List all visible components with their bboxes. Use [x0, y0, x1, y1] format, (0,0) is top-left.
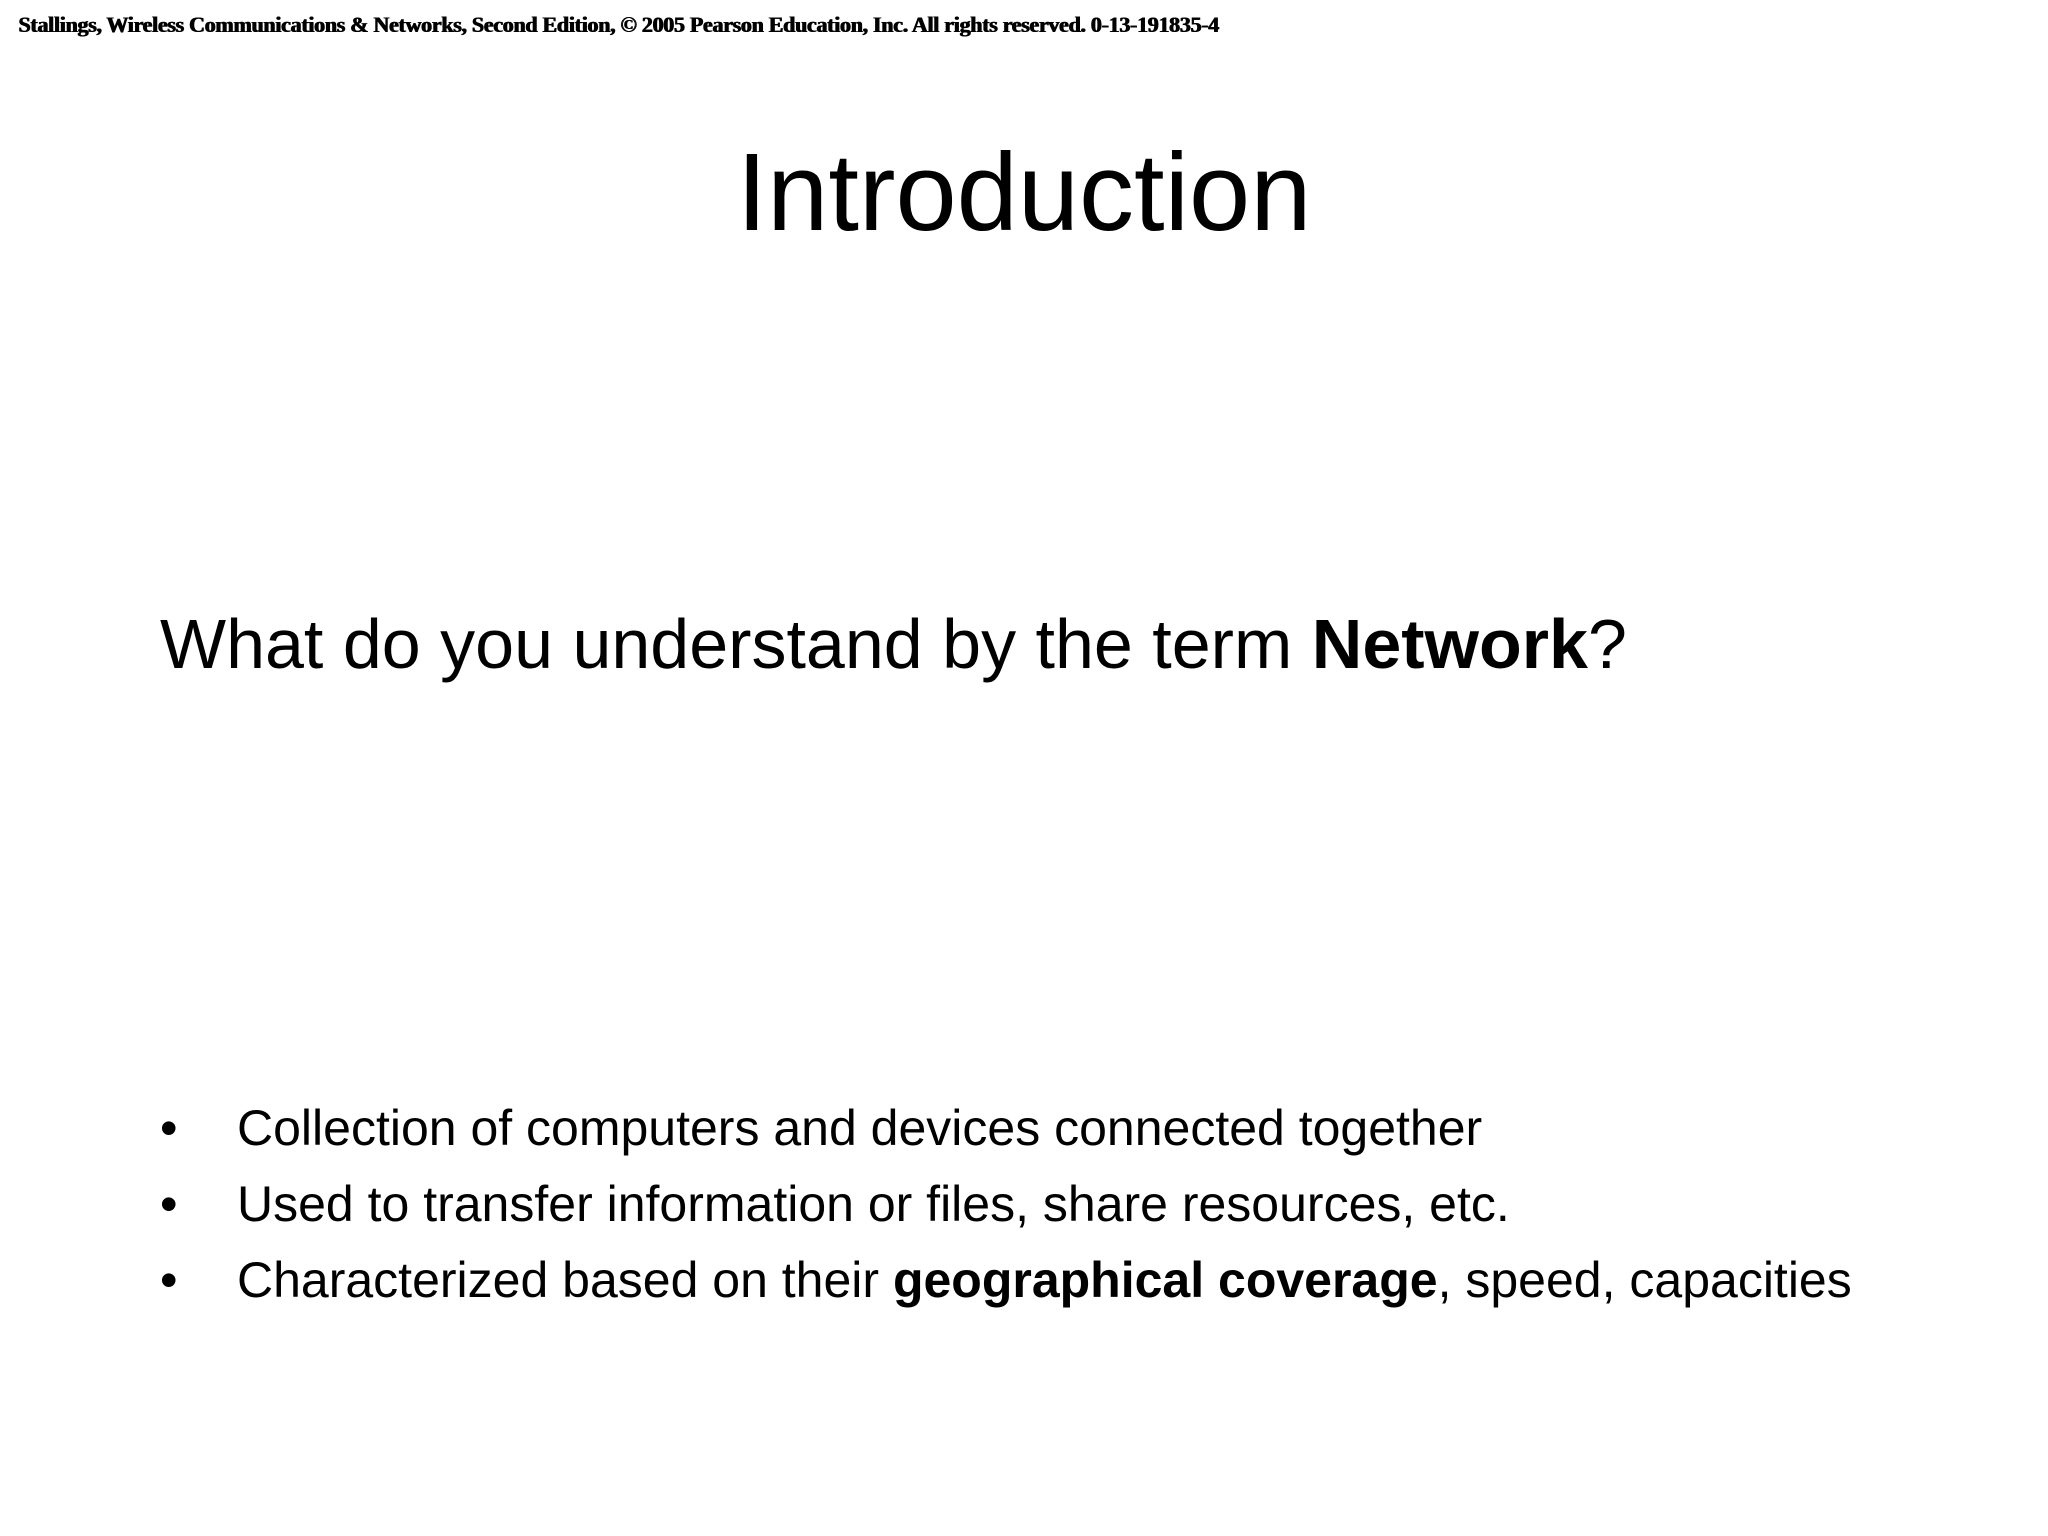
question-emphasis: Network: [1311, 605, 1588, 683]
bullet-item: [160, 1242, 1852, 1318]
question-prefix: What do you understand by the term: [160, 605, 1312, 683]
bullet-text: Collection of computers and devices connected together: [237, 1100, 1483, 1156]
bullet-text-emphasis: geographical coverage: [892, 1252, 1438, 1308]
bullet-list: [160, 1090, 1852, 1318]
bullet-text-suffix: , speed, capacities: [1437, 1252, 1852, 1308]
bullet-item: [160, 1090, 1852, 1166]
bullet-text-prefix: Characterized based on their: [237, 1252, 893, 1308]
bullet-dot-icon: •: [160, 1252, 178, 1308]
copyright-header: Stallings, Wireless Communications & Networks, Second Edition, © 2005 Pearson Education, Inc. All rights reserved. 0-13-191835-4: [18, 12, 1219, 37]
bullet-dot-icon: •: [160, 1100, 178, 1156]
slide-title: Introduction: [736, 131, 1312, 254]
question-suffix: ?: [1587, 605, 1627, 683]
bullet-text: Used to transfer information or files, share resources, etc.: [237, 1176, 1510, 1232]
bullet-dot-icon: •: [160, 1176, 178, 1232]
question-text: [160, 602, 1627, 686]
bullet-item: [160, 1166, 1852, 1242]
